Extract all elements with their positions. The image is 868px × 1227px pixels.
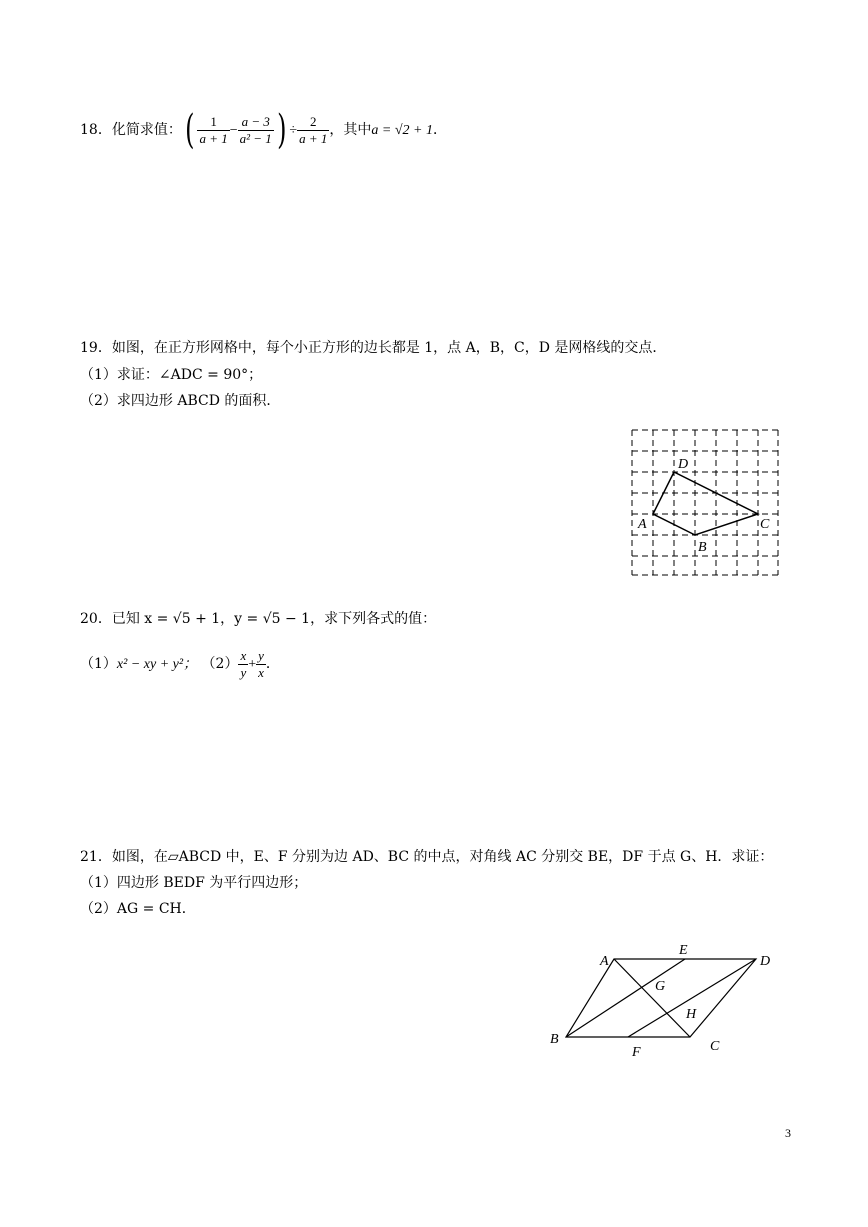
q18-line: [80, 108, 447, 152]
q21-part1: （1）四边形 BEDF 为平行四边形；: [80, 875, 308, 891]
left-paren: (: [184, 107, 195, 153]
label-b: B: [698, 540, 707, 555]
label-a: A: [600, 954, 609, 969]
q19-part1: （1）求证：∠ADC = 90°；: [80, 367, 263, 383]
q19-grid-figure: [626, 424, 786, 584]
label-d: D: [678, 457, 689, 472]
q21-part2: （2）AG = CH．: [80, 901, 196, 917]
q20-period: ．: [265, 656, 280, 672]
q21-stem: 21．如图，在▱ABCD 中，E、F 分别为边 AD、BC 的中点，对角线 AC 分别交 BE，DF 于点 G、H．求证：: [80, 849, 774, 865]
q18-minus: −: [229, 123, 238, 138]
q20-stem: 20．已知 x = √5 + 1，y = √5 − 1，求下列各式的值：: [80, 611, 437, 627]
q20-fraction-2: $\frac{y}{x}$: [258, 647, 264, 680]
segment-df: [628, 959, 756, 1037]
q18-period: ．: [432, 122, 447, 138]
label-h: H: [686, 1007, 697, 1022]
q18-fraction-2: $\frac{a - 3}{\text{a² − 1}}$: [239, 113, 272, 146]
label-f: F: [632, 1045, 641, 1060]
q18-prompt: 化简求值：: [111, 122, 182, 138]
q20-parts: [80, 644, 280, 684]
q19-stem: 19．如图，在正方形网格中，每个小正方形的边长都是 1，点 A，B，C，D 是网格线的交点．: [80, 340, 667, 356]
label-d: D: [760, 954, 771, 969]
label-a: A: [638, 517, 647, 532]
q18-where: ，其中: [329, 122, 372, 138]
q18-fraction-1: $\frac{1}{a + 1}$: [199, 113, 228, 146]
parallelogram-abcd: [566, 959, 756, 1037]
q20-part2-label: （2）: [201, 656, 239, 672]
label-e: E: [679, 943, 688, 958]
q21-parallelogram-figure: [546, 938, 786, 1068]
right-paren: ): [276, 107, 287, 153]
q20-fraction-1: $\frac{x}{y}$: [240, 647, 247, 680]
q18-fraction-3: $\frac{2}{a + 1}$: [299, 113, 328, 146]
q20-part1-expr: x² − xy + y²；: [116, 657, 198, 672]
q18-condition: a = √2 + 1: [371, 123, 433, 138]
quadrilateral-abcd: [653, 472, 758, 535]
q20-plus: +: [248, 657, 257, 672]
q20-part1-label: （1）: [80, 656, 117, 672]
label-b: B: [550, 1032, 559, 1047]
label-c: C: [710, 1039, 720, 1054]
label-c: C: [760, 517, 770, 532]
q19-part2: （2）求四边形 ABCD 的面积．: [80, 393, 281, 409]
label-g: G: [655, 979, 666, 994]
q18-div: ÷: [289, 123, 298, 138]
page-number: 3: [785, 1126, 791, 1140]
q18-number: 18．: [80, 122, 112, 138]
